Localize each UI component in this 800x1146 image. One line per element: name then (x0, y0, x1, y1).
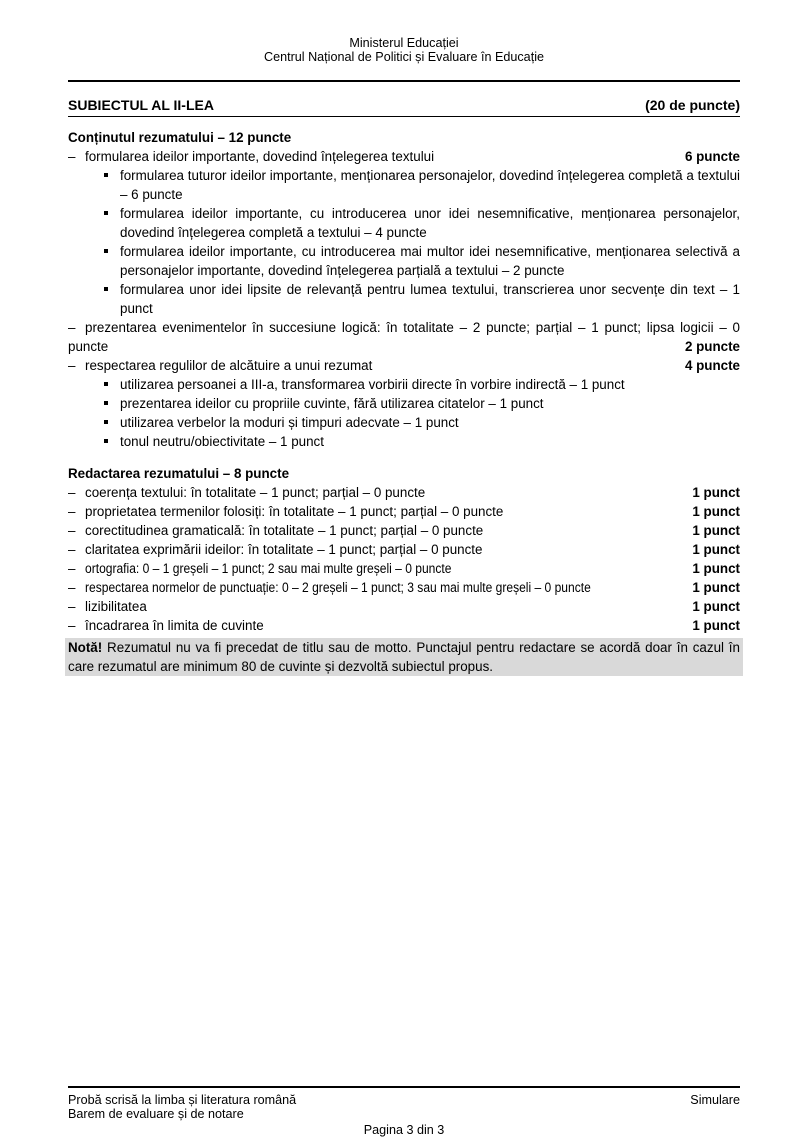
dash-icon: – (68, 504, 76, 519)
criterion-text: coerența textului: în totalitate – 1 punct; parțial – 0 puncte (85, 485, 426, 500)
criterion-row (68, 597, 740, 616)
criterion-points: 1 punct (692, 599, 740, 614)
section-heading: Redactarea rezumatului – 8 puncte (68, 466, 290, 481)
sub-criterion-row (68, 204, 740, 242)
dash-icon: – (68, 618, 76, 633)
criterion-row (68, 318, 740, 356)
sub-criterion-row (68, 166, 740, 204)
dash-icon: – (68, 320, 76, 335)
sub-criterion-text: prezentarea ideilor cu propriile cuvinte, fără utilizarea citatelor – 1 punct (120, 396, 544, 411)
footer-session: Simulare (690, 1092, 740, 1107)
criterion-text: formularea ideilor importante, dovedind înțelegerea textului (85, 149, 435, 164)
sub-criterion-row (68, 242, 740, 280)
criterion-points: 1 punct (692, 504, 740, 519)
dash-icon: – (68, 358, 76, 373)
subject-heading (68, 96, 740, 117)
sub-criterion-text: formularea tuturor ideilor importante, menționarea personajelor, dovedind înțelegerea completă a textului – 6 puncte (120, 168, 740, 202)
square-bullet-icon (104, 287, 108, 291)
dash-icon: – (68, 580, 76, 595)
sub-criterion-text: utilizarea persoanei a III-a, transformarea vorbirii directe în vorbire indirectă – 1 punct (120, 377, 625, 392)
criterion-points: 1 punct (692, 580, 740, 595)
rubric-sections (68, 128, 740, 635)
note-block (65, 638, 743, 676)
sub-criterion-text: tonul neutru/obiectivitate – 1 punct (120, 434, 324, 449)
criterion-text: ortografia: 0 – 1 greșeli – 1 punct; 2 sau mai multe greșeli – 0 puncte (85, 561, 452, 576)
dash-icon: – (68, 523, 76, 538)
subject-title: SUBIECTUL AL II-LEA (68, 97, 214, 113)
square-bullet-icon (104, 439, 108, 443)
criterion-text: respectarea regulilor de alcătuire a unui rezumat (85, 358, 373, 373)
criterion-text: prezentarea evenimentelor în succesiune logică: în totalitate – 2 puncte; parțial – 1 punct; lipsa logicii – 0 puncte (68, 320, 740, 354)
rubric-section (68, 128, 740, 451)
square-bullet-icon (104, 420, 108, 424)
criterion-points: 1 punct (692, 561, 740, 576)
criterion-row (68, 578, 740, 597)
criterion-row (68, 559, 740, 578)
footer-exam-title: Probă scrisă la limba și literatura română (68, 1092, 297, 1107)
criterion-row (68, 356, 740, 375)
criterion-text: proprietatea termenilor folosiți: în totalitate – 1 punct; parțial – 0 puncte (85, 504, 504, 519)
criterion-points: 1 punct (692, 523, 740, 538)
dash-icon: – (68, 149, 76, 164)
criterion-points: 1 punct (692, 542, 740, 557)
criterion-points: 2 puncte (684, 339, 740, 354)
criterion-points: 1 punct (692, 485, 740, 500)
footer-divider (68, 1086, 740, 1088)
header-center: Centrul Național de Politici și Evaluare în Educație (263, 50, 544, 64)
note-label: Notă! (68, 640, 103, 655)
criterion-row (68, 616, 740, 635)
square-bullet-icon (104, 211, 108, 215)
footer-left (68, 1093, 296, 1121)
square-bullet-icon (104, 173, 108, 177)
page-content (68, 0, 740, 676)
criterion-text: claritatea exprimării ideilor: în totalitate – 1 punct; parțial – 0 puncte (85, 542, 483, 557)
sub-criterion-row (68, 394, 740, 413)
dash-icon: – (68, 485, 76, 500)
rubric-section (68, 464, 740, 635)
note-text: Rezumatul nu va fi precedat de titlu sau de motto. Punctajul pentru redactare se acordă doar în cazul în care rezumatul are minimum 80 de cuvinte și dezvoltă subiectul propus. (68, 640, 740, 674)
criterion-points: 1 punct (692, 618, 740, 633)
section-heading: Conținutul rezumatului – 12 puncte (68, 130, 292, 145)
criterion-row (68, 483, 740, 502)
dash-icon: – (68, 599, 76, 614)
criterion-row (68, 147, 740, 166)
sub-criterion-row (68, 375, 740, 394)
document-header (68, 0, 740, 64)
page-footer (68, 1086, 740, 1137)
criterion-text: respectarea normelor de punctuație: 0 – 2 greșeli – 1 punct; 3 sau mai multe greșeli – 0 puncte (85, 580, 591, 595)
criterion-row (68, 540, 740, 559)
header-ministry: Ministerul Educației (349, 36, 459, 50)
square-bullet-icon (104, 401, 108, 405)
sub-criterion-text: formularea unor idei lipsite de relevanță pentru lumea textului, transcrierea unor secvențe din text – 1 punct (120, 282, 740, 316)
dash-icon: – (68, 561, 76, 576)
criterion-text: lizibilitatea (85, 599, 147, 614)
dash-icon: – (68, 542, 76, 557)
sub-criterion-row (68, 280, 740, 318)
subject-points: (20 de puncte) (645, 97, 740, 113)
sub-criterion-text: formularea ideilor importante, cu introducerea unor idei nesemnificative, menționarea personajelor, dovedind înțelegerea completă a textului – 4 puncte (120, 206, 740, 240)
criterion-points: 6 puncte (684, 149, 740, 164)
sub-criterion-text: utilizarea verbelor la moduri și timpuri adecvate – 1 punct (120, 415, 459, 430)
footer-row (68, 1093, 740, 1121)
sub-criterion-text: formularea ideilor importante, cu introducerea mai multor idei nesemnificative, menționarea selectivă a personajelor importante, dovedind înțelegerea parțială a textului – 2 puncte (120, 244, 740, 278)
criterion-row (68, 502, 740, 521)
square-bullet-icon (104, 249, 108, 253)
criterion-row (68, 521, 740, 540)
sub-criterion-row (68, 413, 740, 432)
page-number: Pagina 3 din 3 (363, 1122, 445, 1137)
criterion-points: 4 puncte (684, 358, 740, 373)
sub-criterion-row (68, 432, 740, 451)
square-bullet-icon (104, 382, 108, 386)
criterion-text: încadrarea în limita de cuvinte (85, 618, 264, 633)
header-divider (68, 80, 740, 82)
criterion-text: corectitudinea gramaticală: în totalitate – 1 punct; parțial – 0 puncte (85, 523, 484, 538)
footer-doc-type: Barem de evaluare și de notare (68, 1106, 244, 1121)
